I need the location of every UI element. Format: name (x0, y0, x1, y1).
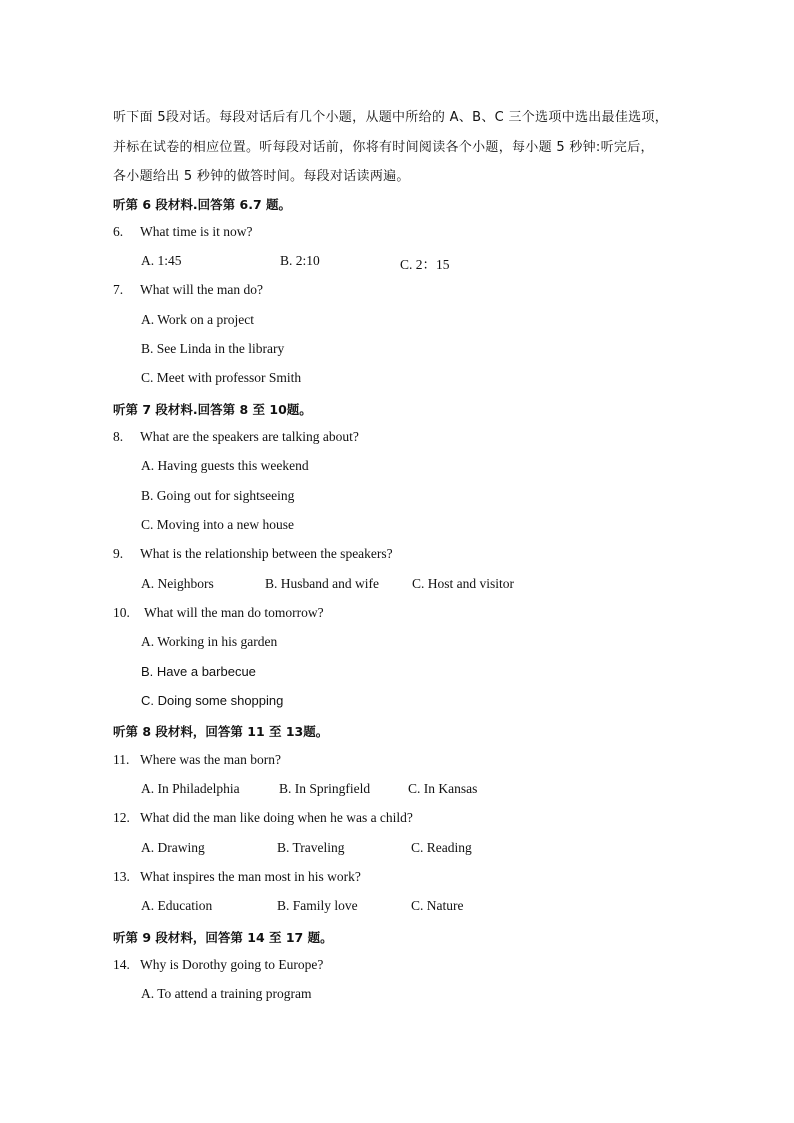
section-heading-7: 听第 7 段材料.回答第 8 至 10题。 (113, 402, 312, 417)
option-c: C. Doing some shopping (141, 693, 284, 708)
question-text: Where was the man born? (140, 752, 281, 767)
question-text: What inspires the man most in his work? (140, 869, 361, 884)
option-a: A. Education (141, 898, 213, 913)
intro-line-3: 各小题给出 5 秒钟的做答时间。每段对话读两遍。 (113, 169, 410, 184)
question-number: 10. (113, 605, 130, 620)
option-c: C. 2：15 (400, 257, 450, 272)
section-heading-9: 听第 9 段材料，回答第 14 至 17 题。 (113, 930, 333, 945)
question-text: What will the man do? (140, 282, 263, 297)
option-b: B. 2:10 (280, 253, 320, 268)
option-c: C. Moving into a new house (141, 517, 294, 532)
option-b: B. See Linda in the library (141, 341, 285, 356)
question-text: Why is Dorothy going to Europe? (140, 957, 324, 972)
question-number: 7. (113, 282, 124, 297)
section-heading-6: 听第 6 段材料.回答第 6.7 题。 (113, 197, 291, 212)
option-b: B. Traveling (277, 840, 345, 855)
option-a: A. To attend a training program (141, 986, 312, 1001)
option-b: B. In Springfield (279, 781, 371, 796)
question-text: What will the man do tomorrow? (144, 605, 324, 620)
question-text: What time is it now? (140, 224, 253, 239)
option-b: B. Family love (277, 898, 358, 913)
question-number: 8. (113, 429, 124, 444)
intro-line-1: 听下面 5段对话。每段对话后有几个小题，从题中所给的 A、B、C 三个选项中选出最佳选项， (113, 110, 669, 125)
section-heading-8: 听第 8 段材料，回答第 11 至 13题。 (113, 724, 329, 739)
question-number: 6. (113, 224, 124, 239)
option-a: A. Having guests this weekend (141, 458, 309, 473)
question-number: 9. (113, 546, 124, 561)
option-b: B. Going out for sightseeing (141, 488, 295, 503)
question-text: What are the speakers are talking about? (140, 429, 359, 444)
option-a: A. Working in his garden (141, 634, 278, 649)
question-number: 14. (113, 957, 130, 972)
option-a: A. Work on a project (141, 312, 255, 327)
option-a: A. Neighbors (141, 576, 214, 591)
option-c: C. Meet with professor Smith (141, 370, 302, 385)
question-number: 12. (113, 810, 130, 825)
question-text: What did the man like doing when he was a child? (140, 810, 413, 825)
option-b: B. Have a barbecue (141, 664, 256, 679)
question-number: 13. (113, 869, 130, 884)
question-text: What is the relationship between the speakers? (140, 546, 393, 561)
question-number: 11. (113, 752, 130, 767)
option-c: C. Host and visitor (412, 576, 515, 591)
option-b: B. Husband and wife (265, 576, 379, 591)
option-c: C. Reading (411, 840, 472, 855)
option-c: C. Nature (411, 898, 464, 913)
option-a: A. 1:45 (141, 253, 182, 268)
option-a: A. Drawing (141, 840, 205, 855)
option-a: A. In Philadelphia (141, 781, 240, 796)
option-c: C. In Kansas (408, 781, 478, 796)
intro-line-2: 并标在试卷的相应位置。听每段对话前，你将有时间阅读各个小题，每小题 5 秒钟:听完后， (113, 140, 654, 155)
